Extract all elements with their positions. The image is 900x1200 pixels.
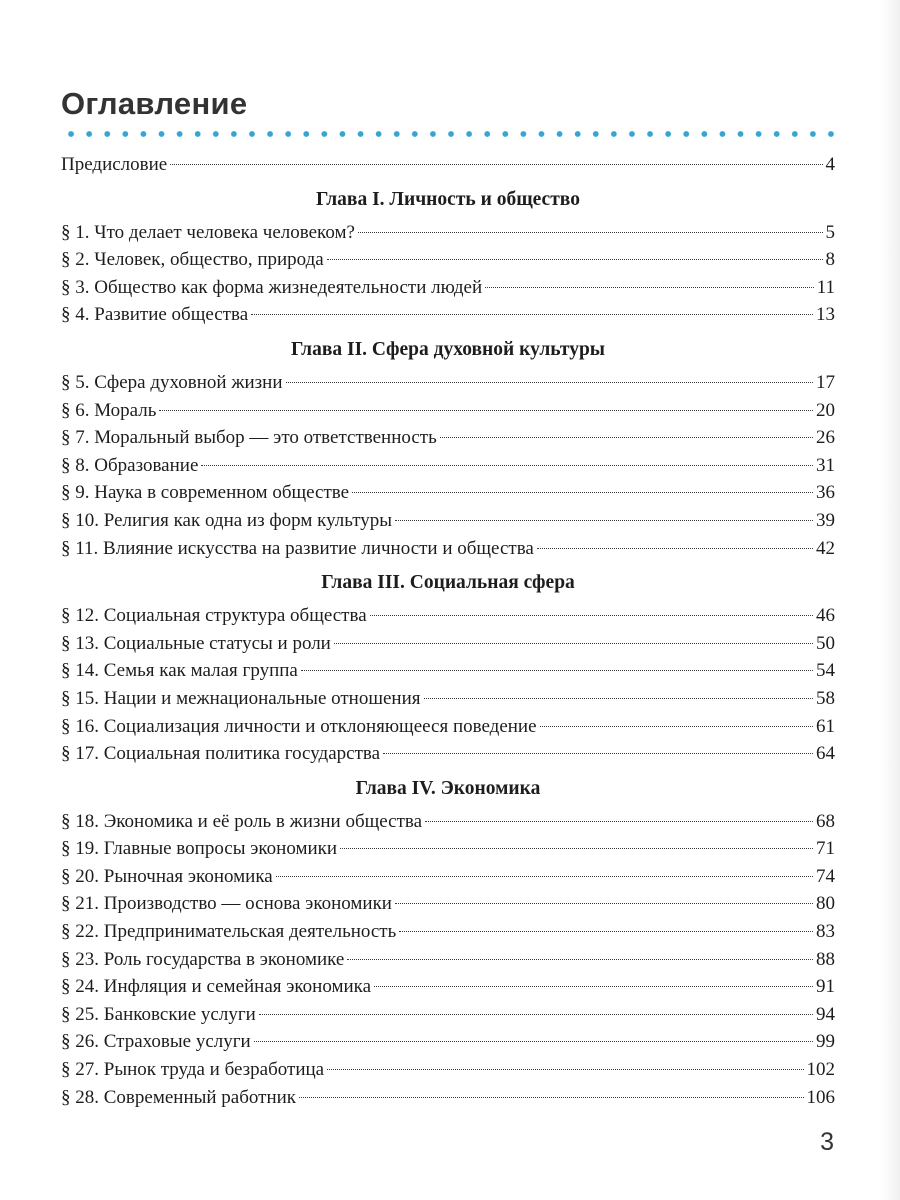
toc-entry[interactable] (61, 1084, 835, 1112)
dot-leader (399, 930, 813, 932)
toc-entry[interactable] (61, 602, 835, 630)
page-title: Оглавление (61, 86, 248, 121)
toc-entry-page: 17 (816, 371, 835, 393)
toc-entry[interactable] (61, 740, 835, 768)
toc-entry-page: 31 (816, 454, 835, 476)
toc-entry-page: 106 (806, 1086, 835, 1108)
toc-entry-page: 4 (825, 154, 835, 175)
toc-entry-label: § 2. Человек, общество, природа (61, 249, 324, 271)
toc-entry-label: § 5. Сфера духовной жизни (61, 371, 283, 393)
dot-leader (374, 985, 813, 987)
toc-entry-page: 99 (816, 1031, 835, 1053)
toc-entry[interactable] (61, 397, 835, 425)
toc-entry[interactable] (61, 507, 835, 535)
toc-entry-label: § 8. Образование (61, 454, 199, 476)
toc-entry-page: 58 (816, 687, 835, 709)
toc-entry-page: 61 (816, 715, 835, 737)
toc-entry[interactable] (61, 452, 835, 480)
toc-entry-label: § 21. Производство — основа экономики (61, 893, 392, 915)
toc-entry[interactable] (61, 685, 835, 713)
toc-entry[interactable] (61, 301, 835, 329)
toc-entry-label: § 20. Рыночная экономика (61, 865, 273, 887)
toc-entry-page: 20 (816, 399, 835, 421)
dot-leader (395, 519, 813, 521)
dot-leader (201, 464, 813, 466)
dot-leader (299, 1096, 803, 1098)
dot-leader (159, 409, 813, 411)
toc-entry-page: 94 (816, 1003, 835, 1025)
toc-entry-label: § 22. Предпринимательская деятельность (61, 921, 397, 943)
toc-entry[interactable] (61, 630, 835, 658)
toc-entry[interactable] (61, 835, 835, 863)
toc-entry-page: 74 (816, 865, 835, 887)
dot-leader (301, 669, 813, 671)
toc-entry[interactable] (61, 1056, 835, 1084)
toc-entry[interactable] (61, 219, 835, 247)
toc-entry[interactable] (61, 863, 835, 891)
toc-entry-label: § 17. Социальная политика государства (61, 743, 381, 765)
toc-entry-label: § 13. Социальные статусы и роли (61, 632, 331, 654)
dot-leader (340, 847, 813, 849)
toc-entry-preface[interactable] (61, 151, 835, 179)
toc-entry-label: § 10. Религия как одна из форм культуры (61, 509, 393, 531)
toc-entry-label: § 11. Влияние искусства на развитие личности и общества (61, 537, 534, 559)
chapter-heading[interactable]: Глава III. Социальная сфера (321, 572, 575, 594)
toc-entry-label: § 15. Нации и межнациональные отношения (61, 687, 421, 709)
dot-leader (170, 163, 822, 165)
toc-entry-label: § 24. Инфляция и семейная экономика (61, 976, 372, 998)
dotted-divider (62, 129, 834, 139)
dot-leader (254, 1040, 813, 1042)
dot-leader (370, 614, 813, 616)
toc-entry[interactable] (61, 890, 835, 918)
toc-entry-page: 8 (825, 249, 835, 271)
toc-entry-page: 36 (816, 482, 835, 504)
toc-entry-page: 91 (816, 976, 835, 998)
toc-entry-page: 71 (816, 838, 835, 860)
dot-leader (276, 875, 813, 877)
toc-entry-page: 11 (816, 276, 835, 298)
dot-leader (485, 286, 814, 288)
dot-leader (440, 436, 813, 438)
toc-entry-page: 68 (816, 810, 835, 832)
dot-leader (347, 958, 813, 960)
dot-leader (327, 258, 823, 260)
toc-entry[interactable] (61, 479, 835, 507)
toc-entry-label: Предисловие (61, 154, 168, 175)
chapter-heading[interactable]: Глава II. Сфера духовной культуры (290, 338, 606, 360)
toc-entry-label: § 18. Экономика и её роль в жизни общества (61, 810, 423, 832)
dot-leader (286, 381, 814, 383)
toc-entry-label: § 9. Наука в современном обществе (61, 482, 350, 504)
toc-entry-page: 5 (825, 221, 835, 243)
dot-leader (424, 697, 814, 699)
toc-entry[interactable] (61, 657, 835, 685)
toc-entry-label: § 3. Общество как форма жизнедеятельности людей (61, 276, 483, 298)
toc-entry-label: § 7. Моральный выбор — это ответственность (61, 427, 437, 449)
toc-entry-label: § 27. Рынок труда и безработица (61, 1059, 325, 1081)
toc-entry[interactable] (61, 246, 835, 274)
toc-entry-page: 39 (816, 509, 835, 531)
toc-entry[interactable] (61, 973, 835, 1001)
dot-leader (352, 491, 813, 493)
toc-entry-page: 13 (816, 304, 835, 326)
toc-entry-label: § 26. Страховые услуги (61, 1031, 251, 1053)
page-edge-shadow (880, 0, 900, 1200)
dot-leader (251, 313, 813, 315)
toc-entry[interactable] (61, 424, 835, 452)
dot-leader (358, 231, 823, 233)
toc-entry[interactable] (61, 535, 835, 563)
toc-entry[interactable] (61, 808, 835, 836)
toc-entry[interactable] (61, 274, 835, 302)
dot-leader (537, 547, 813, 549)
toc-entry-label: § 25. Банковские услуги (61, 1003, 256, 1025)
toc-entry-page: 42 (816, 537, 835, 559)
toc-entry[interactable] (61, 946, 835, 974)
toc-entry-page: 88 (816, 948, 835, 970)
toc-entry-page: 54 (816, 660, 835, 682)
dot-leader (259, 1013, 813, 1015)
toc-entry[interactable] (61, 369, 835, 397)
toc-entry-label: § 23. Роль государства в экономике (61, 948, 345, 970)
toc-entry-page: 50 (816, 632, 835, 654)
toc-entry-label: § 4. Развитие общества (61, 304, 249, 326)
dot-leader (327, 1068, 803, 1070)
toc-entry-label: § 28. Современный работник (61, 1086, 297, 1108)
dot-leader (395, 902, 813, 904)
dot-leader (334, 642, 813, 644)
toc-entry-page: 64 (816, 743, 835, 765)
toc-entry-label: § 19. Главные вопросы экономики (61, 838, 338, 860)
chapter-list (61, 179, 835, 1112)
chapter-heading[interactable]: Глава IV. Экономика (355, 777, 541, 799)
toc-entry[interactable] (61, 713, 835, 741)
table-of-contents (61, 151, 835, 1111)
toc-entry-page: 80 (816, 893, 835, 915)
toc-entry-page: 83 (816, 921, 835, 943)
toc-entry-label: § 1. Что делает человека человеком? (61, 221, 355, 243)
page-number: 3 (820, 1128, 834, 1156)
toc-entry-label: § 6. Мораль (61, 399, 157, 421)
toc-entry-page: 102 (806, 1059, 835, 1081)
dot-leader (383, 752, 813, 754)
toc-entry-label: § 16. Социализация личности и отклоняющееся поведение (61, 715, 537, 737)
toc-entry[interactable] (61, 1001, 835, 1029)
chapter-heading[interactable]: Глава I. Личность и общество (316, 188, 580, 210)
toc-entry-page: 26 (816, 427, 835, 449)
toc-entry-page: 46 (816, 605, 835, 627)
toc-entry[interactable] (61, 1028, 835, 1056)
dot-leader (425, 820, 813, 822)
toc-entry-label: § 14. Семья как малая группа (61, 660, 298, 682)
toc-entry-label: § 12. Социальная структура общества (61, 605, 367, 627)
toc-entry[interactable] (61, 918, 835, 946)
dot-leader (540, 725, 813, 727)
